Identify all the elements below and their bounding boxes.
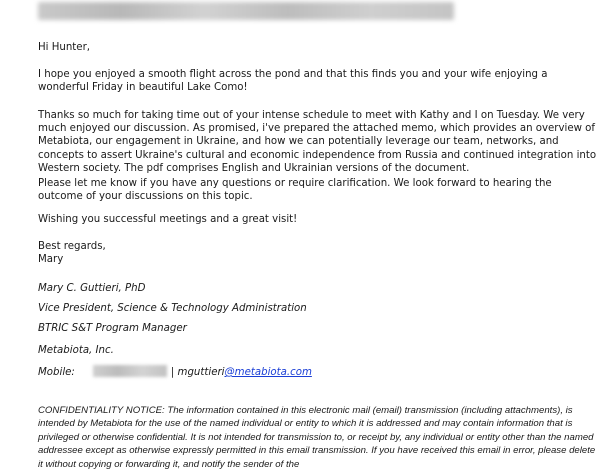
mobile-label: Mobile: bbox=[38, 367, 75, 378]
closing-name: Mary bbox=[38, 254, 64, 266]
signature-mobile bbox=[38, 365, 312, 379]
closing-regards: Best regards, bbox=[38, 241, 106, 252]
paragraph-flight: I hope you enjoyed a smooth flight across the pond and that this finds you and your wife enjoying a wonderful Friday in beautiful Lake Como! bbox=[38, 69, 548, 94]
greeting: Hi Hunter, bbox=[38, 42, 90, 53]
email-prefix: | mguttieri bbox=[170, 367, 225, 378]
paragraph-wishes: Wishing you successful meetings and a great visit! bbox=[38, 214, 298, 225]
redacted-phone bbox=[93, 365, 167, 377]
redacted-header bbox=[38, 2, 454, 20]
paragraph-meeting: Thanks so much for taking time out of your intense schedule to meet with Kathy and I on Tuesday. We very much enjoyed our discussion. As promised, i've prepared the attached memo, which provides an overview of Metabiota, our engagement in Ukraine, and how we can potentially leverage our team, networks, and concepts to assert Ukraine's cultural and economic independence from Russia and continued integration into Western society. The pdf comprises English and Ukrainian versions of the document. bbox=[38, 110, 597, 174]
confidentiality-notice: CONFIDENTIALITY NOTICE: The information contained in this electronic mail (email) transmission (including attachments), is intended by Metabiota for the use of the named individual or entity to which it is addressed and may contain information that is privileged or otherwise confidential. It is not intended for transmission to, or receipt by, any individual or entity other than the named addressee except as otherwise expressly permitted in this email transmission. If you have received this email in error, please delete it without copying or forwarding it, and notify the sender of the bbox=[38, 405, 596, 470]
signature-title: Vice President, Science & Technology Administration bbox=[38, 303, 307, 314]
signature-company: Metabiota, Inc. bbox=[38, 345, 114, 356]
closing bbox=[38, 240, 106, 266]
paragraph-questions: Please let me know if you have any questions or require clarification. We look forward to hearing the outcome of your discussions on this topic. bbox=[38, 178, 552, 203]
email-link[interactable]: @metabiota.com bbox=[224, 367, 312, 378]
signature-program: BTRIC S&T Program Manager bbox=[38, 323, 187, 334]
signature-name: Mary C. Guttieri, PhD bbox=[38, 283, 146, 294]
